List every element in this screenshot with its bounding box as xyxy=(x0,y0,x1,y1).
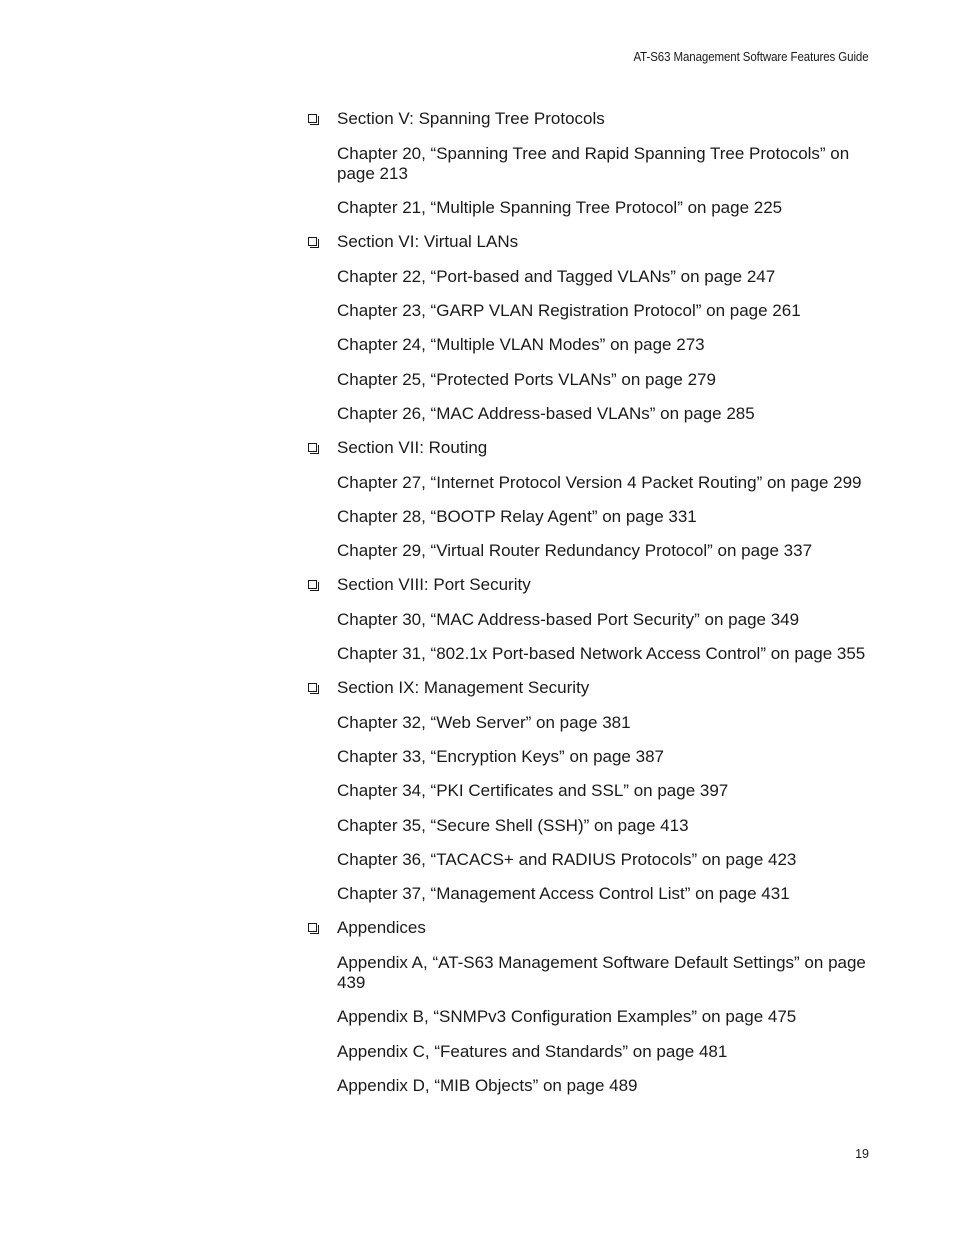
checkbox-bullet-icon xyxy=(308,237,317,246)
chapter-entry[interactable]: Chapter 24, “Multiple VLAN Modes” on page 273 xyxy=(337,335,705,354)
chapter-entry[interactable]: Chapter 21, “Multiple Spanning Tree Protocol” on page 225 xyxy=(337,198,783,217)
chapter-entry[interactable]: Chapter 35, “Secure Shell (SSH)” on page 413 xyxy=(337,816,689,835)
chapter-entry[interactable]: Chapter 32, “Web Server” on page 381 xyxy=(337,713,631,732)
section-title: Section V: Spanning Tree Protocols xyxy=(337,109,605,128)
section-title: Appendices xyxy=(337,918,426,937)
chapter-entry[interactable]: Chapter 20, “Spanning Tree and Rapid Spanning Tree Protocols” on page 213 xyxy=(337,144,850,183)
appendix-entry[interactable]: Appendix B, “SNMPv3 Configuration Examples” on page 475 xyxy=(337,1007,797,1026)
chapter-entry[interactable]: Chapter 37, “Management Access Control List” on page 431 xyxy=(337,884,790,903)
appendix-entry[interactable]: Appendix D, “MIB Objects” on page 489 xyxy=(337,1076,638,1095)
chapter-entry[interactable]: Chapter 27, “Internet Protocol Version 4 Packet Routing” on page 299 xyxy=(337,473,862,492)
chapter-entry[interactable]: Chapter 31, “802.1x Port-based Network Access Control” on page 355 xyxy=(337,644,866,663)
chapter-entry[interactable]: Chapter 29, “Virtual Router Redundancy Protocol” on page 337 xyxy=(337,541,813,560)
running-header: AT-S63 Management Software Features Guide xyxy=(633,50,869,64)
section-title: Section VIII: Port Security xyxy=(337,575,531,594)
chapter-entry[interactable]: Chapter 34, “PKI Certificates and SSL” on page 397 xyxy=(337,781,729,800)
section-title: Section IX: Management Security xyxy=(337,678,590,697)
chapter-entry[interactable]: Chapter 22, “Port-based and Tagged VLANs” on page 247 xyxy=(337,267,776,286)
checkbox-bullet-icon xyxy=(308,443,317,452)
appendix-entry[interactable]: Appendix A, “AT-S63 Management Software Default Settings” on page 439 xyxy=(337,953,866,992)
checkbox-bullet-icon xyxy=(308,683,317,692)
page-number: 19 xyxy=(855,1147,869,1161)
checkbox-bullet-icon xyxy=(308,580,317,589)
chapter-entry[interactable]: Chapter 23, “GARP VLAN Registration Protocol” on page 261 xyxy=(337,301,801,320)
chapter-entry[interactable]: Chapter 28, “BOOTP Relay Agent” on page 331 xyxy=(337,507,697,526)
checkbox-bullet-icon xyxy=(308,114,317,123)
appendix-entry[interactable]: Appendix C, “Features and Standards” on page 481 xyxy=(337,1042,728,1061)
chapter-entry[interactable]: Chapter 25, “Protected Ports VLANs” on page 279 xyxy=(337,370,716,389)
section-title: Section VII: Routing xyxy=(337,438,488,457)
chapter-entry[interactable]: Chapter 30, “MAC Address-based Port Security” on page 349 xyxy=(337,610,800,629)
chapter-entry[interactable]: Chapter 26, “MAC Address-based VLANs” on page 285 xyxy=(337,404,755,423)
checkbox-bullet-icon xyxy=(308,923,317,932)
section-title: Section VI: Virtual LANs xyxy=(337,232,519,251)
chapter-entry[interactable]: Chapter 33, “Encryption Keys” on page 387 xyxy=(337,747,664,766)
chapter-entry[interactable]: Chapter 36, “TACACS+ and RADIUS Protocols” on page 423 xyxy=(337,850,797,869)
